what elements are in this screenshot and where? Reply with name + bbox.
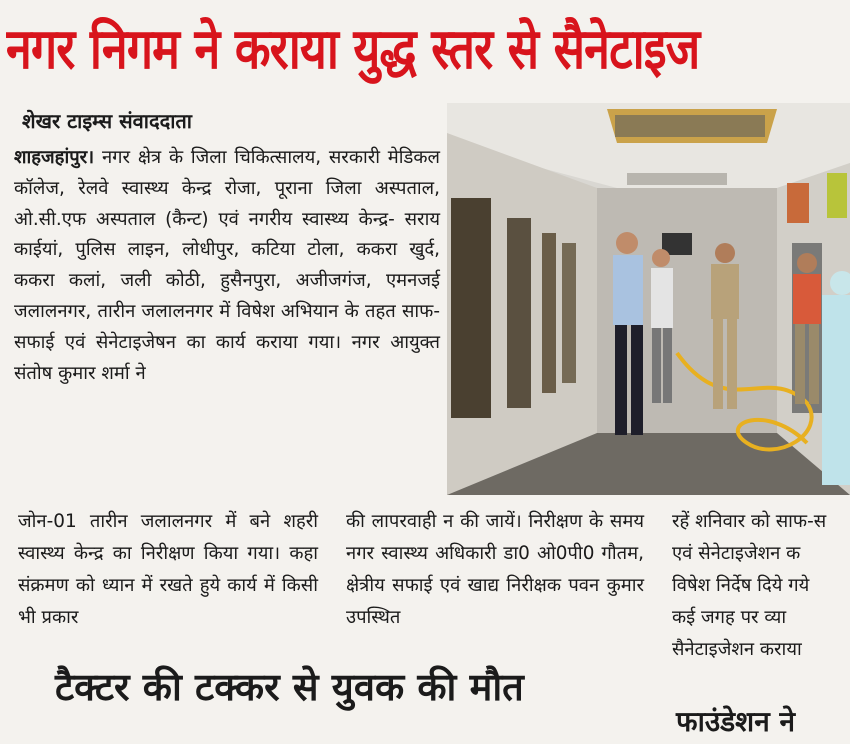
news-photo (447, 103, 850, 495)
column-3-line: रहें शनिवार को साफ-स (672, 511, 827, 532)
sub-headline: टैक्टर की टक्कर से युवक की मौत (55, 665, 524, 709)
main-headline: नगर निगम ने कराया युद्ध स्तर से सैनेटाइज (6, 17, 700, 82)
column-3-line: एवं सेनेटाइजेशन क (672, 543, 801, 564)
dateline: शाहजहांपुर। (14, 147, 95, 168)
lead-paragraph (14, 143, 440, 389)
column-3 (672, 506, 850, 666)
byline: शेखर टाइम्स संवाददाता (22, 109, 192, 133)
column-1: जोन-01 तारीन जलालनगर में बने शहरी स्वास्थ्य केन्द्र का निरीक्षण किया गया। कहा संक्रमण को ध्यान में रखते हुये कार्य में किसी भी प्रकार (18, 511, 318, 628)
column-3-line: सैनेटाइजेशन कराया (672, 639, 802, 660)
column-3-line: विषेश निर्देष दिये गये (672, 575, 810, 596)
photo-sanitization-corridor-icon (447, 103, 850, 495)
sub-headline-2: फाउंडेशन ने (676, 705, 796, 738)
column-2: की लापरवाही न की जायें। निरीक्षण के समय नगर स्वास्थ्य अधिकारी डा0 ओ0पी0 गौतम, क्षेत्रीय सफाई एवं खाद्य निरीक्षक पवन कुमार उपस्थित (346, 511, 644, 628)
lead-body: नगर क्षेत्र के जिला चिकित्सालय, सरकारी मेडिकल कॉलेज, रेलवे स्वास्थ्य केन्द्र रोजा, पूराना जिला अस्पताल, ओ.सी.एफ अस्पताल (कैन्ट) एवं नगरीय स्वास्थ्य केन्द्र- सराय काईयां, पुलिस लाइन, लोधीपुर, कटिया टोला, ककरा खुर्द, ककरा कलां, जली कोठी, हुसैनपुरा, अजीजगंज, एमनजई जलालनगर, तारीन जलालनगर में विषेश अभियान के तहत साफ-सफाई एवं सेनेटाइजेषन का कार्य कराया गया। नगर आयुक्त संतोष कुमार शर्मा ने (14, 147, 440, 384)
column-3-line: कई जगह पर व्या (672, 607, 787, 628)
